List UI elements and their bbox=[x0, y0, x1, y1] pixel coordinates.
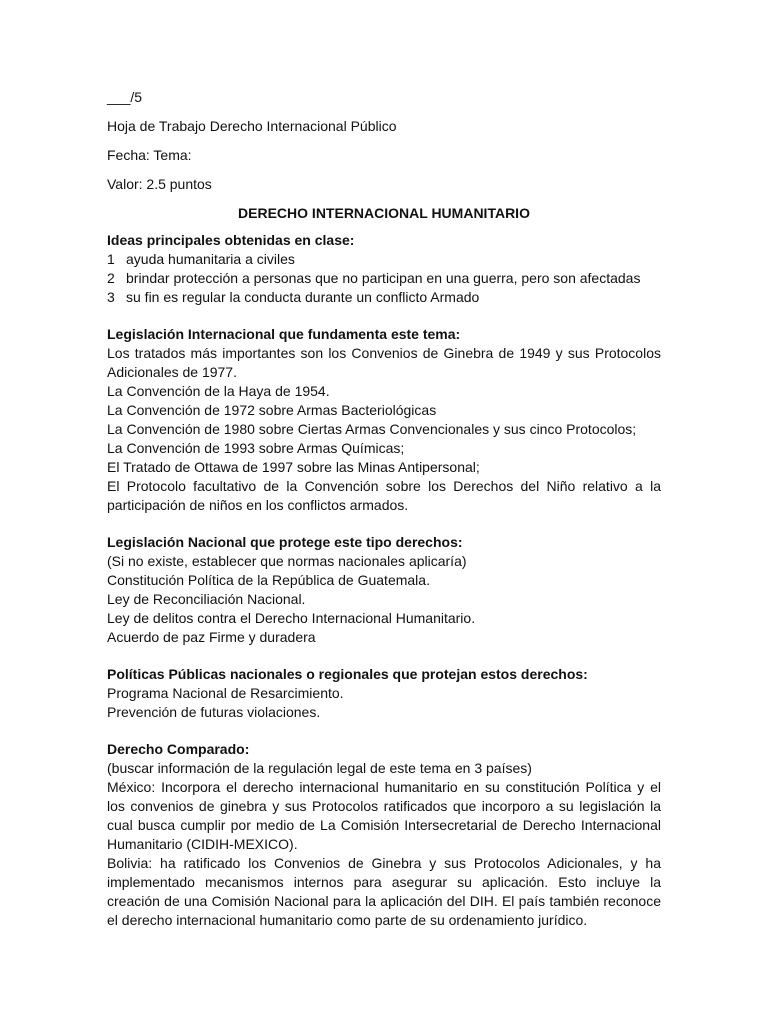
international-line: La Convención de 1993 sobre Armas Químicas; bbox=[107, 440, 405, 456]
policies-section bbox=[107, 665, 661, 722]
comparative-heading: Derecho Comparado: bbox=[107, 741, 250, 757]
idea-text: su fin es regular la conducta durante un conflicto Armado bbox=[126, 289, 480, 305]
score-line: ___/5 bbox=[107, 89, 143, 105]
international-section bbox=[107, 325, 661, 515]
ideas-section bbox=[107, 231, 661, 307]
national-section bbox=[107, 533, 661, 647]
idea-number: 1 bbox=[107, 251, 115, 267]
idea-item bbox=[107, 288, 661, 307]
national-line: Ley de Reconciliación Nacional. bbox=[107, 591, 306, 607]
national-line: Ley de delitos contra el Derecho Internacional Humanitario. bbox=[107, 610, 476, 626]
policies-line: Programa Nacional de Resarcimiento. bbox=[107, 685, 344, 701]
comparative-line: (buscar información de la regulación legal de este tema en 3 países) bbox=[107, 760, 532, 776]
document-page bbox=[107, 88, 661, 948]
national-line: Constitución Política de la República de Guatemala. bbox=[107, 572, 430, 588]
national-line: (Si no existe, establecer que normas nacionales aplicaría) bbox=[107, 553, 467, 569]
idea-number: 2 bbox=[107, 270, 115, 286]
ideas-heading: Ideas principales obtenidas en clase: bbox=[107, 232, 355, 248]
idea-number: 3 bbox=[107, 289, 115, 305]
idea-text: ayuda humanitaria a civiles bbox=[126, 251, 295, 267]
date-topic-line: Fecha: Tema: bbox=[107, 147, 192, 163]
national-line: Acuerdo de paz Firme y duradera bbox=[107, 629, 316, 645]
idea-item bbox=[107, 250, 661, 269]
policies-heading: Políticas Públicas nacionales o regionales que protejan estos derechos: bbox=[107, 666, 588, 682]
international-heading: Legislación Internacional que fundamenta este tema: bbox=[107, 326, 461, 342]
document-title: DERECHO INTERNACIONAL HUMANITARIO bbox=[238, 205, 530, 221]
comparative-line: México: Incorpora el derecho internacional humanitario en su constitución Política y el los convenios de ginebra y sus Protocolos ratificados que incorporo a su legislación la cual busca cumplir por medio de La Comisión Intersecretarial de Derecho Internacional Humanitario (CIDIH-MEXICO). bbox=[107, 779, 661, 852]
international-line: El Protocolo facultativo de la Convención sobre los Derechos del Niño relativo a la participación de niños en los conflictos armados. bbox=[107, 478, 661, 513]
national-heading: Legislación Nacional que protege este tipo derechos: bbox=[107, 534, 463, 550]
international-line: El Tratado de Ottawa de 1997 sobre las Minas Antipersonal; bbox=[107, 459, 480, 475]
comparative-section bbox=[107, 740, 661, 930]
comparative-line: Bolivia: ha ratificado los Convenios de Ginebra y sus Protocolos Adicionales, y ha implementado mecanismos internos para asegurar su aplicación. Esto incluye la creación de una Comisión Nacional para la aplicación del DIH. El país también reconoce el derecho internacional humanitario como parte de su ordenamiento jurídico. bbox=[107, 855, 661, 928]
international-line: Los tratados más importantes son los Convenios de Ginebra de 1949 y sus Protocolos Adicionales de 1977. bbox=[107, 345, 661, 380]
idea-item bbox=[107, 269, 661, 288]
sheet-title: Hoja de Trabajo Derecho Internacional Público bbox=[107, 118, 397, 134]
international-line: La Convención de 1980 sobre Ciertas Armas Convencionales y sus cinco Protocolos; bbox=[107, 421, 637, 437]
value-line: Valor: 2.5 puntos bbox=[107, 176, 212, 192]
international-line: La Convención de 1972 sobre Armas Bacteriológicas bbox=[107, 402, 437, 418]
international-line: La Convención de la Haya de 1954. bbox=[107, 383, 330, 399]
idea-text: brindar protección a personas que no participan en una guerra, pero son afectadas bbox=[126, 270, 641, 286]
policies-line: Prevención de futuras violaciones. bbox=[107, 704, 321, 720]
